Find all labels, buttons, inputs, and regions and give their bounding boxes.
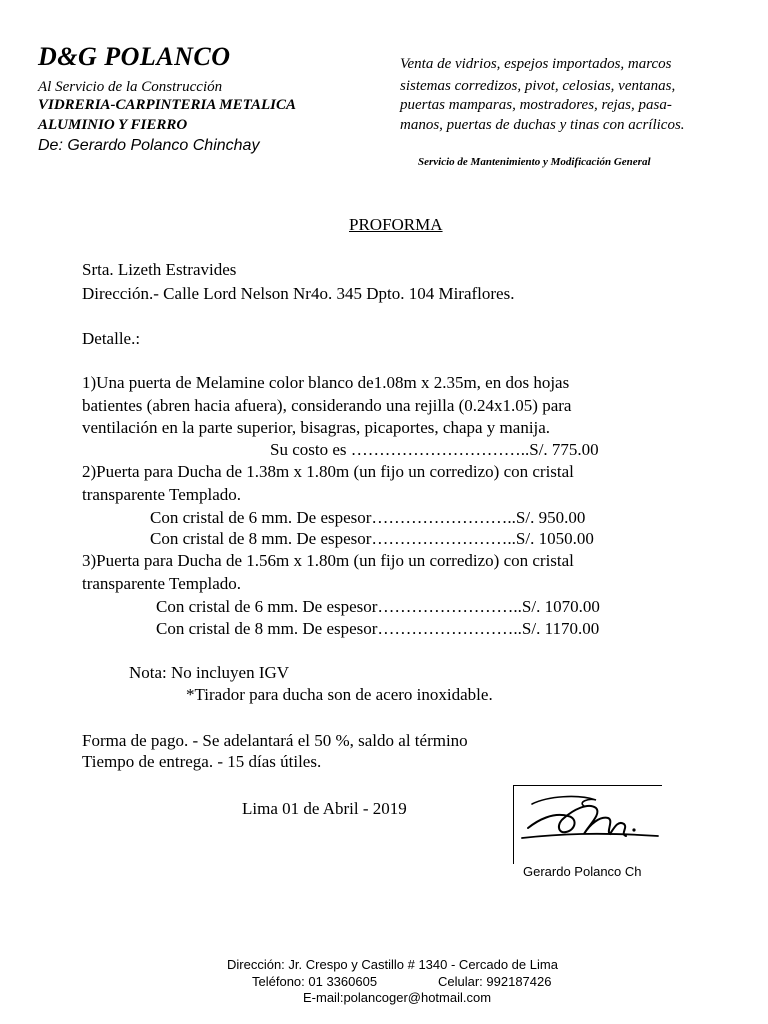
company-name: D&G POLANCO [38,42,231,71]
item-1-line-2: batientes (abren hacia afuera), considerando una rejilla (0.24x1.05) para [82,396,572,415]
footer-address: Dirección: Jr. Crespo y Castillo # 1340 - Cercado de Lima [227,957,558,972]
note-handle: *Tirador para ducha son de acero inoxidable. [186,685,493,704]
signature-mark [518,790,664,846]
item-2-price-8mm: Con cristal de 8 mm. De espesor……………………..S/. 1050.00 [150,529,594,548]
company-line-2: ALUMINIO Y FIERRO [38,117,188,133]
document-date: Lima 01 de Abril - 2019 [242,799,407,818]
service-note: Servicio de Mantenimiento y Modificación General [418,156,651,168]
note-igv: Nota: No incluyen IGV [129,663,290,682]
item-3-price-8mm: Con cristal de 8 mm. De espesor……………………..S/. 1170.00 [156,619,600,638]
company-owner: De: Gerardo Polanco Chinchay [38,137,260,154]
payment-terms: Forma de pago. - Se adelantará el 50 %, saldo al término [82,731,468,750]
signature-name: Gerardo Polanco Ch [523,864,642,879]
footer-email: E-mail:polancoger@hotmail.com [303,990,492,1005]
item-2-line-2: transparente Templado. [82,485,241,504]
item-1-line-3: ventilación en la parte superior, bisagras, picaportes, chapa y manija. [82,418,551,437]
services-line-3: puertas mamparas, mostradores, rejas, pasa- [400,97,672,113]
services-line-2: sistemas corredizos, pivot, celosias, ventanas, [400,78,676,94]
detail-label: Detalle.: [82,329,141,348]
item-3-price-6mm: Con cristal de 6 mm. De espesor……………………..S/. 1070.00 [156,597,600,616]
footer-mobile: Celular: 992187426 [438,974,552,989]
item-2-line-1: 2)Puerta para Ducha de 1.38m x 1.80m (un fijo un corredizo) con cristal [82,462,574,481]
company-line-1: VIDRERIA-CARPINTERIA METALICA [38,97,297,113]
company-tagline: Al Servicio de la Construcción [38,79,223,95]
item-2-price-6mm: Con cristal de 6 mm. De espesor……………………..S/. 950.00 [150,508,586,527]
item-1-line-1: 1)Una puerta de Melamine color blanco de1.08m x 2.35m, en dos hojas [82,373,570,392]
footer-phone: Teléfono: 01 3360605 [252,974,378,989]
services-line-1: Venta de vidrios, espejos importados, marcos [400,56,672,72]
client-address: Dirección.- Calle Lord Nelson Nr4o. 345 Dpto. 104 Miraflores. [82,284,515,303]
item-3-line-1: 3)Puerta para Ducha de 1.56m x 1.80m (un fijo un corredizo) con cristal [82,551,574,570]
document-title: PROFORMA [349,215,443,234]
item-3-line-2: transparente Templado. [82,574,241,593]
client-name: Srta. Lizeth Estravides [82,260,237,279]
delivery-terms: Tiempo de entrega. - 15 días útiles. [82,752,322,771]
item-1-price: Su costo es …………………………..S/. 775.00 [270,440,599,459]
services-line-4: manos, puertas de duchas y tinas con acrílicos. [400,117,685,133]
